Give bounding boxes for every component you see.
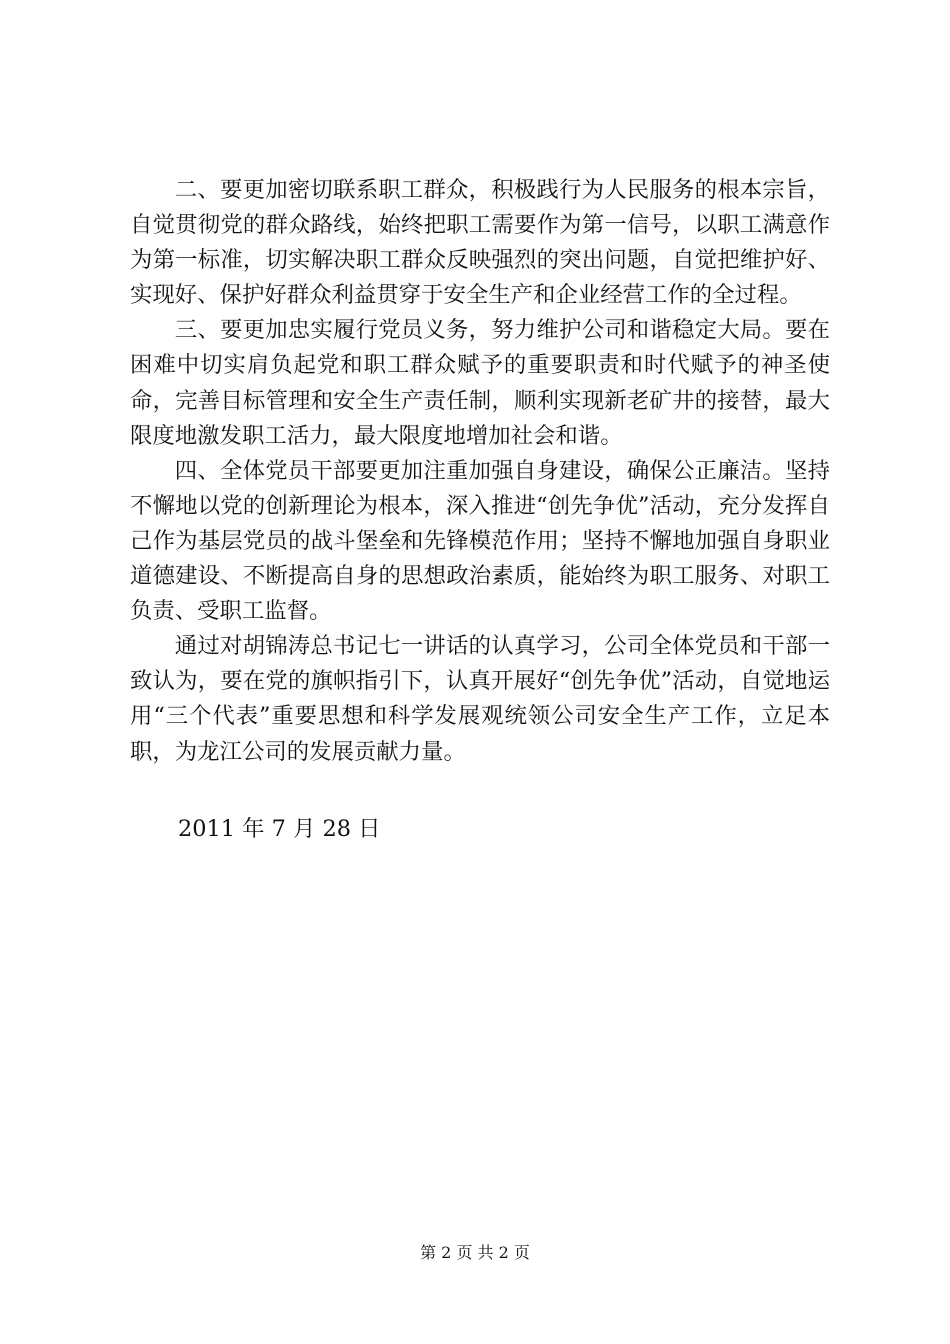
page-number-footer: 第 2 页 共 2 页 (420, 1243, 530, 1262)
paragraph-three: 三、要更加忠实履行党员义务，努力维护公司和谐稳定大局。要在困难中切实肩负起党和职工群众赋予的重要职责和时代赋予的神圣使命，完善目标管理和安全生产责任制，顺利实现新老矿井的接替，最大限度地激发职工活力，最大限度地增加社会和谐。 (130, 317, 830, 449)
paragraph-conclusion: 通过对胡锦涛总书记七一讲话的认真学习，公司全体党员和干部一致认为，要在党的旗帜指引下，认真开展好“创先争优”活动，自觉地运用“三个代表”重要思想和科学发展观统领公司安全生产工作，立足本职，为龙江公司的发展贡献力量。 (130, 633, 830, 765)
paragraph-two: 二、要更加密切联系职工群众，积极践行为人民服务的根本宗旨，自觉贯彻党的群众路线，始终把职工需要作为第一信号，以职工满意作为第一标准，切实解决职工群众反映强烈的突出问题，自觉把维护好、实现好、保护好群众利益贯穿于安全生产和企业经营工作的全过程。 (130, 177, 830, 309)
paragraph-four: 四、全体党员干部要更加注重加强自身建设，确保公正廉洁。坚持不懈地以党的创新理论为根本，深入推进“创先争优”活动，充分发挥自己作为基层党员的战斗堡垒和先锋模范作用；坚持不懈地加强自身职业道德建设、不断提高自身的思想政治素质，能始终为职工服务、对职工负责、受职工监督。 (130, 457, 830, 625)
document-body (130, 173, 830, 770)
document-date: 2011 年 7 月 28 日 (178, 816, 381, 842)
